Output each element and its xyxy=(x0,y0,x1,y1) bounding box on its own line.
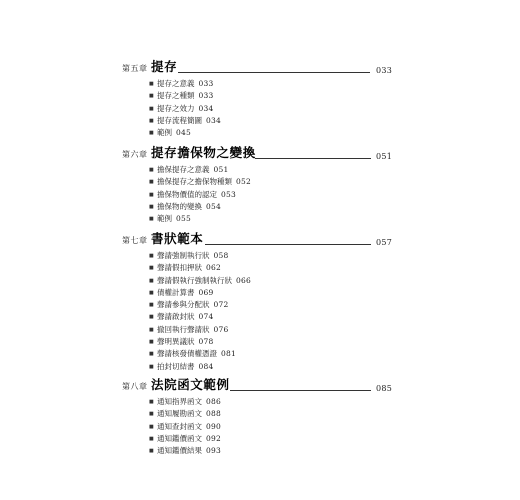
square-bullet-icon: ■ xyxy=(149,167,154,173)
square-bullet-icon: ■ xyxy=(149,399,154,405)
square-bullet-icon: ■ xyxy=(149,191,154,198)
section-title: 擔保物的變換 xyxy=(157,201,202,211)
leader-rule xyxy=(255,158,371,159)
section-page-number: 033 xyxy=(198,91,214,101)
section-page-number: 045 xyxy=(176,128,191,138)
section-title: 提存之意義 xyxy=(157,79,195,88)
list-item xyxy=(0,336,520,348)
list-item xyxy=(0,164,520,176)
square-bullet-icon: ■ xyxy=(149,435,154,442)
list-item xyxy=(0,408,520,420)
square-bullet-icon: ■ xyxy=(149,179,154,186)
square-bullet-icon: ■ xyxy=(149,326,154,333)
chapter-number: 第六章 xyxy=(122,150,148,159)
section-page-number: 088 xyxy=(206,409,221,419)
section-title: 拍封切結書 xyxy=(157,361,195,371)
list-item xyxy=(0,262,520,274)
section-title: 通知指界函文 xyxy=(157,397,202,406)
chapter-title: 書狀範本 xyxy=(151,231,204,246)
section-page-number: 081 xyxy=(221,349,236,359)
list-item xyxy=(0,287,520,299)
square-bullet-icon: ■ xyxy=(149,105,154,112)
section-list xyxy=(0,396,520,457)
chapter-5 xyxy=(0,59,520,139)
section-page-number: 052 xyxy=(236,177,251,187)
list-item xyxy=(0,348,520,360)
square-bullet-icon: ■ xyxy=(149,448,154,455)
section-page-number: 034 xyxy=(206,115,221,125)
chapter-6 xyxy=(0,145,520,225)
leader-rule xyxy=(178,72,370,73)
list-item xyxy=(0,299,520,311)
chapter-heading xyxy=(0,377,520,393)
leader-rule xyxy=(205,244,371,245)
section-page-number: 074 xyxy=(198,312,214,322)
chapter-heading xyxy=(0,231,520,247)
section-title: 擔保提存之意義 xyxy=(157,165,210,174)
section-title: 聲請假扣押狀 xyxy=(157,263,202,273)
section-page-number: 055 xyxy=(176,214,191,224)
section-page-number: 058 xyxy=(213,251,229,260)
chapter-page-number: 033 xyxy=(376,66,393,75)
square-bullet-icon: ■ xyxy=(149,265,154,272)
square-bullet-icon: ■ xyxy=(149,117,154,124)
section-title: 範例 xyxy=(157,214,172,224)
list-item xyxy=(0,421,520,433)
square-bullet-icon: ■ xyxy=(149,93,154,100)
section-title: 聲請核發債權憑證 xyxy=(157,349,217,359)
section-page-number: 086 xyxy=(206,397,221,406)
square-bullet-icon: ■ xyxy=(149,423,154,430)
section-title: 聲請參與分配狀 xyxy=(157,300,210,310)
section-title: 通知鑑價結果 xyxy=(157,446,202,456)
section-page-number: 053 xyxy=(221,189,236,199)
section-page-number: 084 xyxy=(198,361,214,371)
square-bullet-icon: ■ xyxy=(149,351,154,358)
section-page-number: 069 xyxy=(198,287,214,297)
section-page-number: 092 xyxy=(206,433,221,443)
section-page-number: 054 xyxy=(206,201,221,211)
section-page-number: 072 xyxy=(213,300,229,310)
section-title: 擔保提存之擔保物種類 xyxy=(157,177,232,187)
section-page-number: 066 xyxy=(236,275,251,285)
chapter-number: 第五章 xyxy=(122,64,148,73)
section-page-number: 076 xyxy=(213,324,229,334)
section-list xyxy=(0,250,520,373)
section-title: 範例 xyxy=(157,128,172,138)
section-title: 通知履勘函文 xyxy=(157,409,202,419)
square-bullet-icon: ■ xyxy=(149,302,154,309)
section-title: 聲請假執行強制執行狀 xyxy=(157,275,232,285)
section-list xyxy=(0,78,520,139)
square-bullet-icon: ■ xyxy=(149,289,154,296)
section-title: 聲請啟封狀 xyxy=(157,312,195,322)
chapter-title: 提存擔保物之變換 xyxy=(151,145,256,160)
chapter-heading xyxy=(0,145,520,161)
section-title: 擔保物價值的認定 xyxy=(157,189,217,199)
list-item xyxy=(0,396,520,408)
section-title: 聲請強制執行狀 xyxy=(157,251,210,260)
leader-rule xyxy=(230,390,371,391)
section-page-number: 090 xyxy=(206,421,221,431)
section-page-number: 078 xyxy=(198,337,214,347)
list-item xyxy=(0,127,520,139)
section-page-number: 062 xyxy=(206,263,221,273)
square-bullet-icon: ■ xyxy=(149,314,154,321)
chapter-page-number: 085 xyxy=(376,384,393,393)
section-page-number: 093 xyxy=(206,446,221,456)
section-page-number: 033 xyxy=(198,79,214,88)
chapter-page-number: 051 xyxy=(376,152,393,161)
chapter-title: 法院函文範例 xyxy=(151,377,230,392)
list-item xyxy=(0,324,520,336)
chapter-number: 第七章 xyxy=(122,236,148,245)
section-title: 債權計算書 xyxy=(157,287,195,297)
square-bullet-icon: ■ xyxy=(149,203,154,210)
list-item xyxy=(0,213,520,225)
list-item xyxy=(0,311,520,323)
section-page-number: 034 xyxy=(198,103,214,113)
square-bullet-icon: ■ xyxy=(149,411,154,418)
chapter-heading xyxy=(0,59,520,75)
list-item xyxy=(0,201,520,213)
section-title: 提存之效力 xyxy=(157,103,195,113)
list-item xyxy=(0,78,520,90)
square-bullet-icon: ■ xyxy=(149,130,154,137)
section-list xyxy=(0,164,520,225)
list-item xyxy=(0,103,520,115)
square-bullet-icon: ■ xyxy=(149,277,154,284)
chapter-number: 第八章 xyxy=(122,382,148,391)
square-bullet-icon: ■ xyxy=(149,363,154,370)
list-item xyxy=(0,361,520,373)
square-bullet-icon: ■ xyxy=(149,253,154,259)
list-item xyxy=(0,176,520,188)
list-item xyxy=(0,433,520,445)
section-title: 聲明異議狀 xyxy=(157,337,195,347)
section-page-number: 051 xyxy=(213,165,229,174)
section-title: 通知鑑價函文 xyxy=(157,433,202,443)
list-item xyxy=(0,90,520,102)
list-item xyxy=(0,115,520,127)
section-title: 提存流程簡圖 xyxy=(157,115,202,125)
list-item xyxy=(0,445,520,457)
chapter-title: 提存 xyxy=(151,59,178,74)
section-title: 提存之種類 xyxy=(157,91,195,101)
square-bullet-icon: ■ xyxy=(149,216,154,223)
chapter-page-number: 057 xyxy=(376,238,393,247)
square-bullet-icon: ■ xyxy=(149,81,154,87)
chapter-8 xyxy=(0,377,520,457)
section-title: 撤回執行聲請狀 xyxy=(157,324,210,334)
chapter-7 xyxy=(0,231,520,373)
list-item xyxy=(0,189,520,201)
list-item xyxy=(0,275,520,287)
list-item xyxy=(0,250,520,262)
section-title: 通知查封函文 xyxy=(157,421,202,431)
square-bullet-icon: ■ xyxy=(149,339,154,346)
